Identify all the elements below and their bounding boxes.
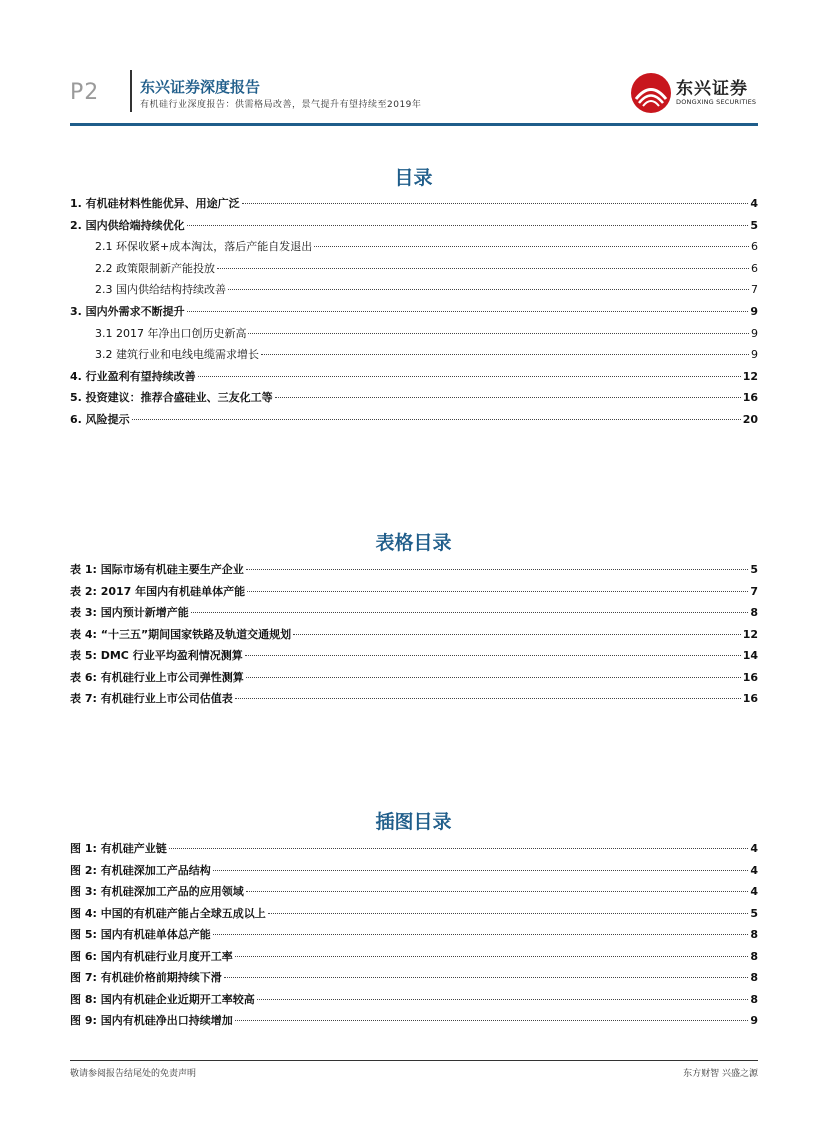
toc-entry-page: 6: [751, 240, 758, 254]
table-toc-entry-page: 14: [742, 649, 758, 662]
dot-leader: [187, 311, 749, 312]
toc-entry[interactable]: [95, 327, 758, 341]
report-series-title: 东兴证券深度报告: [140, 78, 261, 96]
dot-leader: [275, 397, 741, 398]
logo-text: 东兴证券: [676, 79, 748, 99]
figure-toc-entry-label: 图 8: 国内有机硅企业近期开工率较高: [70, 992, 255, 1006]
toc-entry-page: 7: [751, 283, 758, 297]
table-toc-entry-page: 7: [750, 584, 758, 598]
header-separator: [130, 70, 132, 112]
toc-entry-label: 1. 有机硅材料性能优异、用途广泛: [70, 197, 240, 210]
dot-leader: [213, 870, 749, 871]
dot-leader: [213, 934, 749, 935]
toc-entry-page: 9: [751, 326, 758, 340]
dot-leader: [242, 203, 749, 204]
dot-leader: [198, 376, 741, 377]
dot-leader: [261, 354, 749, 355]
figure-toc-entry[interactable]: [70, 864, 758, 878]
toc-entry[interactable]: [70, 370, 758, 384]
toc-entry[interactable]: [70, 391, 758, 405]
table-toc-entry[interactable]: [70, 671, 758, 685]
table-toc-entry-label: 表 3: 国内预计新增产能: [70, 606, 189, 619]
footer-rule: [70, 1060, 758, 1061]
tables-toc-title: 表格目录: [375, 532, 452, 554]
table-toc-entry[interactable]: [70, 585, 758, 599]
toc-entry-label: 4. 行业盈利有望持续改善: [70, 369, 196, 383]
toc-entry[interactable]: [70, 197, 758, 211]
figure-toc-entry[interactable]: [70, 950, 758, 964]
dot-leader: [235, 1020, 749, 1021]
dot-leader: [132, 419, 741, 420]
footer-slogan: 东方财智 兴盛之源: [683, 1069, 758, 1079]
figure-toc-entry-label: 图 9: 国内有机硅净出口持续增加: [70, 1014, 233, 1027]
toc-entry-page: 9: [751, 348, 758, 362]
table-toc-entry-page: 5: [750, 563, 758, 576]
figures-toc-title: 插图目录: [375, 811, 452, 833]
toc-entry[interactable]: [95, 348, 758, 362]
toc-entry-page: 5: [750, 218, 758, 232]
figure-toc-entry-page: 8: [750, 992, 758, 1006]
dot-leader: [247, 591, 748, 592]
figure-toc-entry-page: 8: [750, 971, 758, 984]
figure-toc-entry[interactable]: [70, 993, 758, 1007]
toc-title: 目录: [394, 167, 433, 189]
dot-leader: [246, 569, 749, 570]
toc-entry-label: 5. 投资建议：推荐合盛硅业、三友化工等: [70, 391, 273, 405]
table-toc-entry-page: 16: [742, 670, 758, 684]
figure-toc-entry-label: 图 6: 国内有机硅行业月度开工率: [70, 949, 233, 963]
toc-entry-page: 9: [750, 305, 758, 318]
figure-toc-entry[interactable]: [70, 842, 758, 856]
dot-leader: [268, 913, 749, 914]
toc-entry-label: 3.2 建筑行业和电线电缆需求增长: [95, 348, 259, 362]
table-toc-entry-label: 表 6: 有机硅行业上市公司弹性测算: [70, 670, 244, 684]
dot-leader: [224, 977, 749, 978]
toc-entry[interactable]: [70, 219, 758, 233]
dot-leader: [257, 999, 749, 1000]
figure-toc-entry-label: 图 4: 中国的有机硅产能占全球五成以上: [70, 906, 266, 920]
figure-toc-entry-page: 4: [750, 885, 758, 898]
figure-toc-entry-page: 4: [750, 842, 758, 855]
toc-entry-label: 6. 风险提示: [70, 413, 130, 426]
table-toc-entry[interactable]: [70, 563, 758, 577]
dot-leader: [187, 225, 749, 226]
table-toc-entry-page: 16: [742, 692, 758, 705]
report-subtitle: 有机硅行业深度报告：供需格局改善，景气提升有望持续至2019年: [140, 100, 422, 110]
toc-entry-label: 2.3 国内供给结构持续改善: [95, 283, 226, 297]
table-toc-entry-label: 表 2: 2017 年国内有机硅单体产能: [70, 584, 246, 598]
dot-leader: [246, 891, 749, 892]
table-toc-entry-label: 表 5: DMC 行业平均盈利情况测算: [70, 649, 243, 662]
dot-leader: [245, 655, 741, 656]
logo-emblem-icon: [630, 72, 672, 114]
figure-toc-entry-page: 4: [750, 863, 758, 877]
figure-toc-entry[interactable]: [70, 928, 758, 942]
table-toc-entry-label: 表 1: 国际市场有机硅主要生产企业: [70, 563, 244, 576]
table-toc-entry[interactable]: [70, 628, 758, 642]
dot-leader: [169, 848, 749, 849]
dot-leader: [228, 289, 749, 290]
toc-entry-page: 12: [742, 369, 758, 383]
table-toc-entry[interactable]: [70, 606, 758, 620]
figure-toc-entry-page: 8: [750, 928, 758, 941]
figure-toc-entry-label: 图 1: 有机硅产业链: [70, 842, 167, 855]
toc-entry-label: 2. 国内供给端持续优化: [70, 218, 185, 232]
table-toc-entry[interactable]: [70, 649, 758, 663]
dot-leader: [235, 698, 741, 699]
figure-toc-entry[interactable]: [70, 971, 758, 985]
figure-toc-entry[interactable]: [70, 885, 758, 899]
dot-leader: [293, 634, 741, 635]
figure-toc-entry-label: 图 2: 有机硅深加工产品结构: [70, 863, 211, 877]
table-toc-entry-page: 8: [750, 606, 758, 619]
table-toc-entry-label: 表 7: 有机硅行业上市公司估值表: [70, 692, 233, 705]
figure-toc-entry-label: 图 7: 有机硅价格前期持续下滑: [70, 971, 222, 984]
toc-entry-label: 3.1 2017 年净出口创历史新高: [95, 326, 247, 340]
logo-english-text: DONGXING SECURITIES: [676, 98, 757, 106]
toc-entry-label: 2.2 政策限制新产能投放: [95, 261, 215, 275]
footer-disclaimer: 敬请参阅报告结尾处的免责声明: [70, 1069, 197, 1079]
figure-toc-entry[interactable]: [70, 1014, 758, 1028]
table-toc-entry[interactable]: [70, 692, 758, 706]
figure-toc-entry[interactable]: [70, 907, 758, 921]
figure-toc-entry-page: 8: [750, 949, 758, 963]
toc-entry[interactable]: [70, 305, 758, 319]
toc-entry[interactable]: [95, 240, 758, 254]
toc-entry-page: 4: [750, 197, 758, 210]
dot-leader: [191, 612, 749, 613]
company-logo: [630, 72, 770, 120]
dot-leader: [217, 268, 749, 269]
toc-entry[interactable]: [95, 283, 758, 297]
figure-toc-entry-label: 图 3: 有机硅深加工产品的应用领域: [70, 885, 244, 898]
table-toc-entry-label: 表 4: “十三五”期间国家铁路及轨道交通规划: [70, 627, 292, 641]
page-number: P2: [70, 80, 100, 105]
figure-toc-entry-page: 9: [750, 1014, 758, 1027]
header-rule: [70, 123, 758, 126]
toc-entry-page: 20: [742, 413, 758, 426]
dot-leader: [235, 956, 749, 957]
toc-entry-page: 6: [751, 261, 758, 275]
toc-entry-label: 2.1 环保收紧+成本淘汰，落后产能自发退出: [95, 240, 313, 254]
dot-leader: [248, 333, 749, 334]
figure-toc-entry-label: 图 5: 国内有机硅单体总产能: [70, 928, 211, 941]
toc-entry[interactable]: [95, 262, 758, 276]
toc-entry[interactable]: [70, 413, 758, 427]
dot-leader: [246, 677, 741, 678]
dot-leader: [314, 246, 749, 247]
table-toc-entry-page: 12: [742, 627, 758, 641]
figure-toc-entry-page: 5: [750, 906, 758, 920]
toc-entry-page: 16: [742, 391, 758, 405]
toc-entry-label: 3. 国内外需求不断提升: [70, 305, 185, 318]
